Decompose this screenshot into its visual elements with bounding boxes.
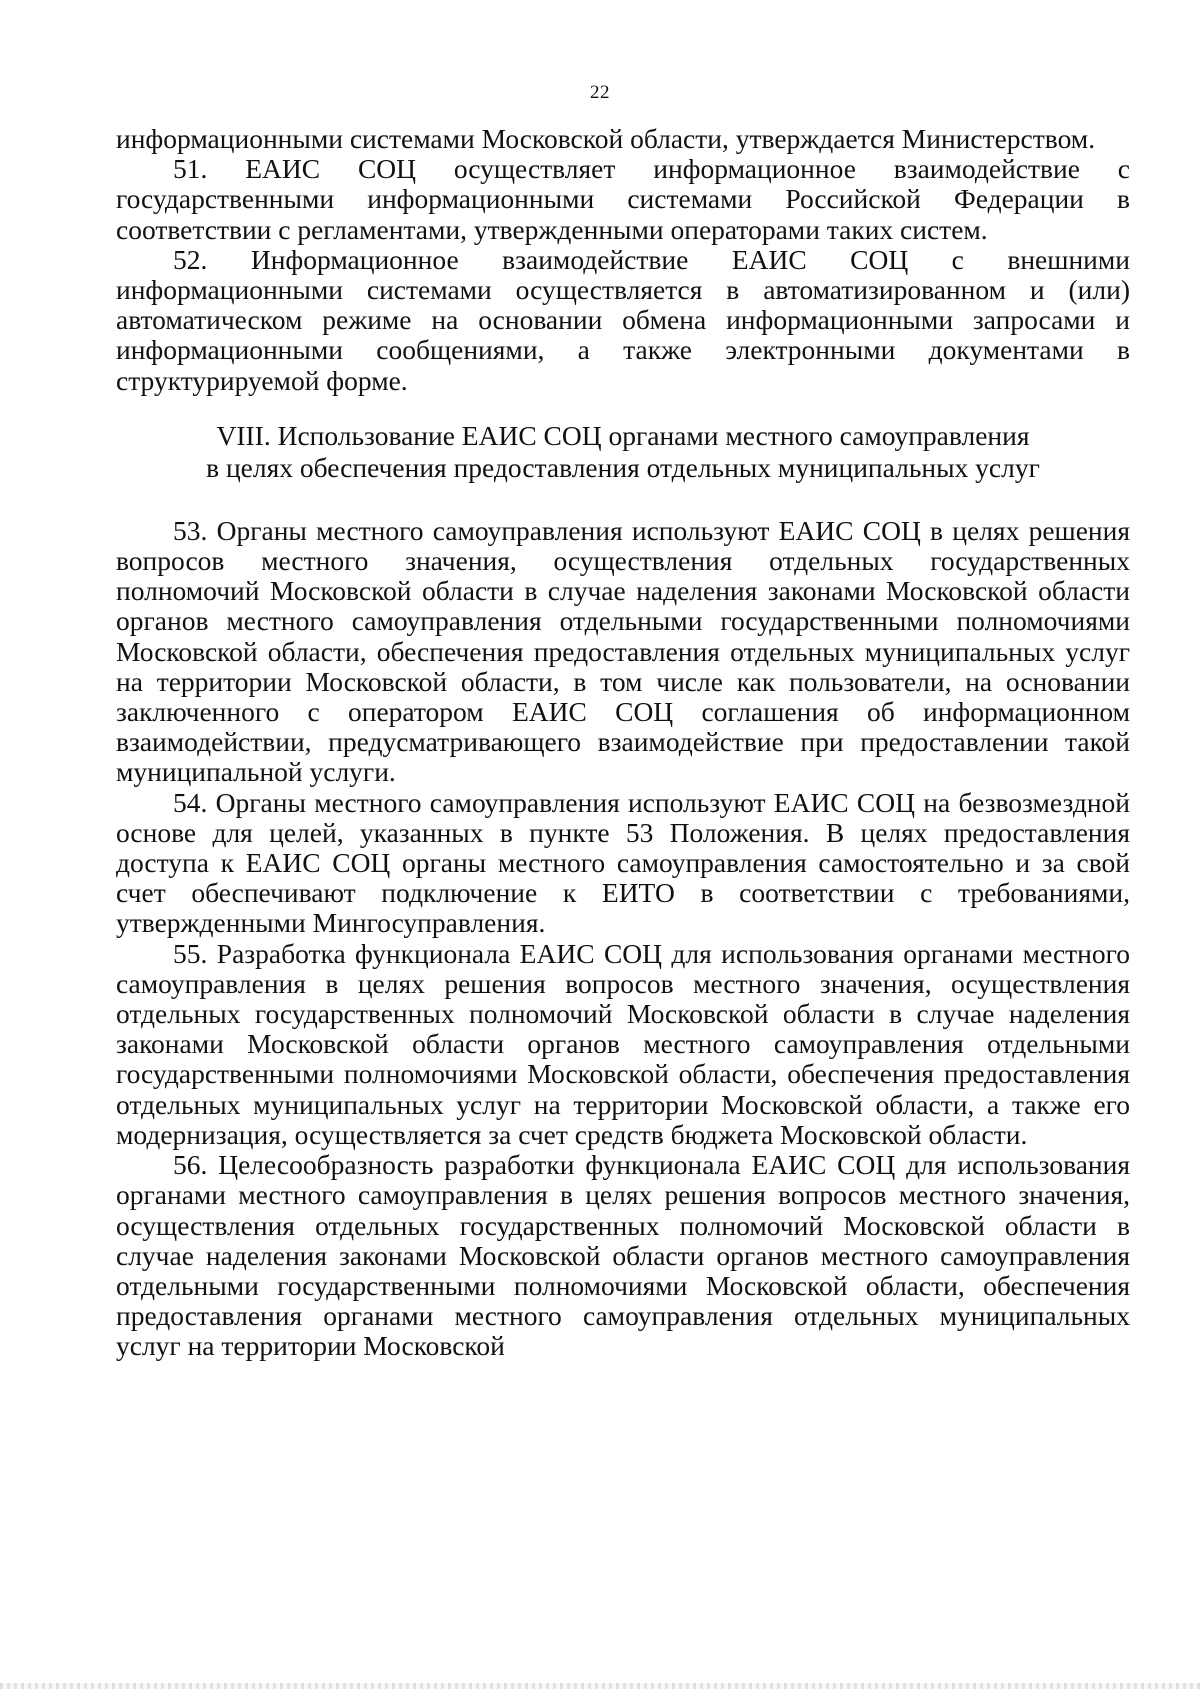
scan-edge-artifact [0, 1683, 1200, 1689]
paragraph-55: 55. Разработка функционала ЕАИС СОЦ для использования органами местного самоуправления в целях решения вопросов местного значения, осуществления отдельных государственных полномочий Московской области в случае наделения законами Московской области органов местного самоуправления отдельными государственными полномочиями Московской области, обеспечения предоставления отдельных муниципальных услуг на территории Московской области, а также его модернизация, осуществляется за счет средств бюджета Московской области. [116, 937, 1130, 1150]
paragraph-51: 51. ЕАИС СОЦ осуществляет информационное взаимодействие с государственными информационными системами Российской Федерации в соответствии с регламентами, утвержденными операторами таких систем. [116, 153, 1130, 245]
section-heading [116, 420, 1130, 484]
document-body [116, 124, 1130, 1362]
paragraph-54: 54. Органы местного самоуправления используют ЕАИС СОЦ на безвозмездной основе для целей, указанных в пункте 53 Положения. В целях предоставления доступа к ЕАИС СОЦ органы местного самоуправления самостоятельно и за свой счет обеспечивают подключение к ЕИТО в соответствии с требованиями, утвержденными Мингосуправления. [116, 786, 1130, 939]
page-number: 22 [590, 82, 610, 103]
section-title-line-1: VIII. Использование ЕАИС СОЦ органами местного самоуправления [216, 419, 1030, 451]
paragraph-56: 56. Целесообразность разработки функционала ЕАИС СОЦ для использования органами местного самоуправления в целях решения вопросов местного значения, осуществления отдельных государственных полномочий Московской области в случае наделения законами Московской области органов местного самоуправления отдельными государственными полномочиями Московской области, обеспечения предоставления органами местного самоуправления отдельных муниципальных услуг на территории Московской [116, 1149, 1130, 1362]
paragraph-continued: информационными системами Московской области, утверждается Министерством. [116, 123, 1096, 154]
paragraph-52: 52. Информационное взаимодействие ЕАИС СОЦ с внешними информационными системами осуществляется в автоматизированном и (или) автоматическом режиме на основании обмена информационными запросами и информационными сообщениями, а также электронными документами в структурируемой форме. [116, 243, 1130, 396]
paragraph-53: 53. Органы местного самоуправления используют ЕАИС СОЦ в целях решения вопросов местного значения, осуществления отдельных государственных полномочий Московской области в случае наделения законами Московской области органов местного самоуправления отдельными государственными полномочиями Московской области, обеспечения предоставления отдельных муниципальных услуг на территории Московской области, в том числе как пользователи, на основании заключенного с оператором ЕАИС СОЦ соглашения об информационном взаимодействии, предусматривающего взаимодействие при предоставлении такой муниципальной услуги. [116, 514, 1130, 788]
section-title-line-2: в целях обеспечения предоставления отдельных муниципальных услуг [206, 451, 1040, 483]
